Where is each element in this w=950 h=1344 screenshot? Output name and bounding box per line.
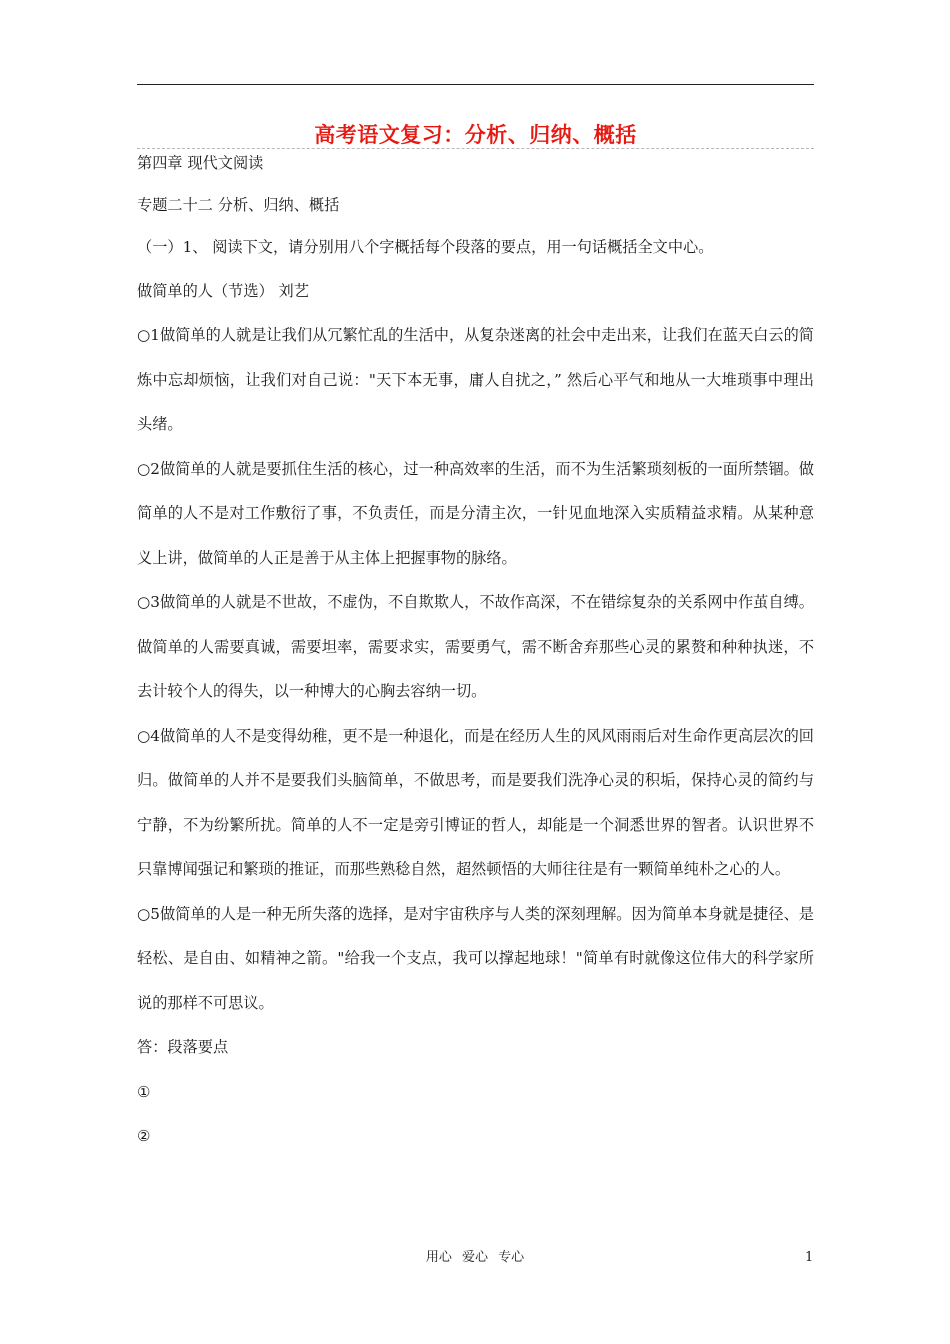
paragraph-5: ○5做简单的人是一种无所失落的选择，是对宇宙秩序与人类的深刻理解。因为简单本身就是捷径、是轻松、是自由、如精神之箭。"给我一个支点，我可以撑起地球！"简单有时就像这位伟大的科学家所说的那样不可思议。 [137, 904, 814, 1012]
page-number: 1 [805, 1250, 814, 1265]
answer-item-2: ② [137, 1127, 151, 1145]
document-body [137, 152, 814, 1159]
header-rule [137, 84, 814, 85]
document-title: 高考语文复习：分析、归纳、概括 [314, 122, 637, 147]
paragraph-1: ○1做简单的人就是让我们从冗繁忙乱的生活中，从复杂迷离的社会中走出来，让我们在蓝天白云的简炼中忘却烦恼，让我们对自己说："天下本无事，庸人自扰之，” 然后心平气和地从一大堆琐事中理出头绪。 [137, 326, 814, 433]
paragraph-4: ○4做简单的人不是变得幼稚，更不是一种退化，而是在经历人生的风风雨雨后对生命作更高层次的回归。做简单的人并不是要我们头脑简单，不做思考，而是要我们洗净心灵的积垢，保持心灵的简约与宁静，不为纷繁所扰。简单的人不一定是旁引博证的哲人，却能是一个洞悉世界的智者。认识世界不只靠博闻强记和繁琐的推证，而那些熟稔自然，超然顿悟的大师往往是有一颗简单纯朴之心的人。 [137, 726, 814, 878]
answer-label: 答：段落要点 [137, 1038, 229, 1056]
chapter-heading: 第四章 现代文阅读 [137, 154, 264, 172]
topic-heading: 专题二十二 分析、归纳、概括 [137, 196, 340, 214]
paragraph-3: ○3做简单的人就是不世故，不虚伪，不自欺欺人，不故作高深，不在错综复杂的关系网中作茧自缚。做简单的人需要真诚，需要坦率，需要求实，需要勇气，需不断舍弃那些心灵的累赘和种种执迷，不去计较个人的得失，以一种博大的心胸去容纳一切。 [137, 593, 814, 700]
footer-motto: 用心 爱心 专心 [425, 1250, 525, 1265]
question-prompt: （一）1、 阅读下文，请分别用八个字概括每个段落的要点，用一句话概括全文中心。 [137, 238, 714, 256]
title-dashed-rule [137, 148, 814, 149]
paragraph-2: ○2做简单的人就是要抓住生活的核心，过一种高效率的生活，而不为生活繁琐刻板的一面所禁锢。做简单的人不是对工作敷衍了事，不负责任，而是分清主次，一针见血地深入实质精益求精。从某种意义上讲，做简单的人正是善于从主体上把握事物的脉络。 [137, 459, 814, 567]
answer-item-1: ① [137, 1082, 151, 1101]
article-title: 做简单的人（节选） 刘艺 [137, 282, 309, 300]
